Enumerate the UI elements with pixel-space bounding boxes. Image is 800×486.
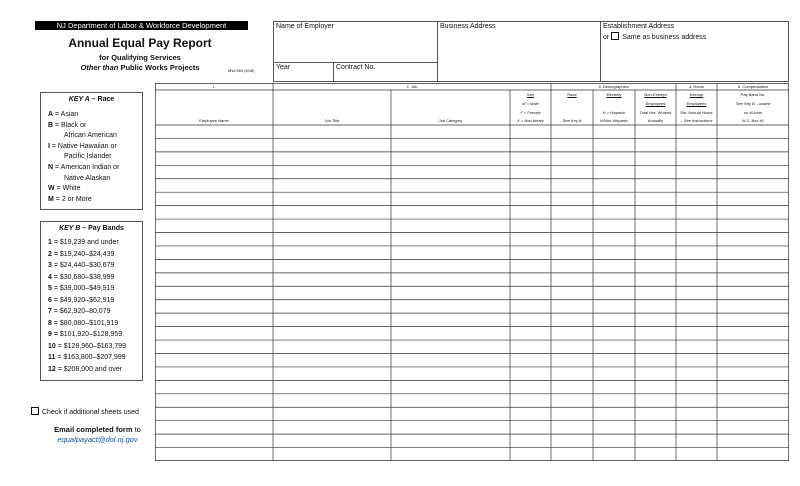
key-a-item — [48, 111, 78, 120]
column-header-mid1: Employees — [686, 101, 707, 106]
column-header-bottom: W-2, Box #1 — [742, 118, 764, 123]
key-b-code: 5 — [48, 285, 52, 292]
key-a-item — [64, 153, 111, 162]
key-b-title-rest: – Pay Bands — [80, 225, 124, 232]
key-a-text: Pacific Islander — [64, 153, 112, 161]
column-header-bottom: Annually — [647, 118, 664, 123]
column-header-bottom: Employee Name — [199, 118, 229, 123]
key-b-text: = $163,800–$207,999 — [55, 354, 126, 361]
key-b-item — [48, 331, 122, 340]
column-header-mid2: H = Hispanic — [602, 110, 626, 115]
column-header-bottom: Job Category — [438, 118, 463, 123]
column-header-mid1: Employees — [645, 101, 666, 106]
key-a-text: = Asian — [53, 111, 79, 118]
form-number: MW-563 (6/18) — [228, 68, 255, 73]
key-a-text: Native Alaskan — [64, 174, 111, 182]
key-a-item — [48, 185, 80, 194]
column-header-mid2: Est. Annual Hours — [680, 110, 713, 115]
key-b-text: = $49,920–$62,919 — [51, 296, 115, 304]
key-a-text: = American Indian or — [53, 164, 120, 171]
key-b-text: = $80,080–$101,919 — [51, 319, 119, 327]
key-a-item — [48, 164, 119, 173]
email-instruction-rest: to — [132, 425, 141, 434]
key-b-item — [48, 320, 118, 329]
key-b-code: 1 — [48, 239, 52, 246]
key-b-item — [48, 354, 126, 363]
group-demographics-header: 3. Demographics — [598, 84, 629, 89]
email-link[interactable]: equalpayact@dol.nj.gov — [57, 435, 138, 444]
key-b-code: 6 — [48, 296, 52, 304]
additional-sheets-label: Check if additional sheets used — [42, 409, 139, 416]
key-b-item — [48, 366, 122, 375]
column-header-mid1: See Key B – based — [735, 101, 771, 106]
key-b-text: = $19,240–$24,439 — [51, 250, 115, 258]
key-b-text: = $128,960–$163,799 — [55, 342, 127, 350]
key-b-text: = $62,920–80,079 — [51, 308, 111, 315]
key-b-code: 11 — [48, 354, 56, 361]
column-header-bottom: Job Title — [324, 118, 340, 123]
contract-number-label: Contract No. — [336, 64, 376, 71]
key-b-code: 4 — [48, 273, 52, 281]
subtitle-italic: Other than — [80, 63, 119, 72]
same-as-checkbox[interactable] — [611, 32, 619, 40]
key-b-title — [41, 225, 142, 232]
key-b-item — [48, 285, 114, 294]
same-as-row — [603, 32, 706, 41]
column-header-bottom: See Key A — [562, 118, 582, 123]
key-b-item — [48, 239, 119, 248]
contract-number-field[interactable] — [333, 62, 438, 82]
form-subtitle-1: for Qualifying Services — [99, 53, 181, 62]
key-b-code: 9 — [48, 331, 52, 338]
column-header-mid2: on W-form — [743, 110, 763, 115]
key-b-code: 10 — [48, 342, 56, 350]
key-b-code: 7 — [48, 308, 52, 315]
key-a-code: B — [48, 121, 54, 129]
column-header-top: Pay Band No. — [740, 92, 766, 97]
key-a-title-bold: KEY A — [68, 96, 90, 103]
table-lines — [155, 83, 789, 461]
agency-banner: NJ Department of Labor & Workforce Development — [35, 21, 248, 30]
key-a-item — [48, 122, 86, 131]
key-a-code: N — [48, 164, 54, 171]
form-subtitle-2 — [40, 63, 240, 72]
additional-sheets-checkbox[interactable] — [31, 407, 39, 415]
column-header-bottom: N/Non-Hispanic — [599, 118, 628, 123]
email-instruction — [35, 425, 160, 434]
column-header-top: Race — [567, 92, 577, 97]
same-as-label: Same as business address — [622, 34, 707, 41]
group-job-header: 2. Job — [406, 84, 418, 89]
key-b-code: 3 — [48, 262, 52, 269]
key-b-item — [48, 251, 114, 260]
subtitle-rest: Public Works Projects — [118, 63, 200, 72]
employer-name-field[interactable] — [273, 21, 438, 63]
key-b-title-bold: KEY B — [59, 225, 81, 232]
key-a-item — [64, 175, 110, 184]
column-header-top: Ethnicity — [606, 92, 622, 97]
key-b-text: = $101,920–$128,959 — [51, 331, 123, 338]
key-a-text: = 2 or More — [53, 195, 92, 203]
column-header-top: Exempt — [689, 92, 704, 97]
key-a-code: M — [48, 195, 54, 203]
column-header-bottom: – See Instructions — [680, 118, 713, 123]
establishment-address-field[interactable] — [600, 21, 789, 82]
column-header-top: Sex — [527, 92, 534, 97]
email-instruction-bold: Email completed form — [54, 425, 133, 434]
key-a-race — [40, 92, 143, 210]
group-compensation-header: 5. Compensation — [737, 84, 769, 89]
form-title: Annual Equal Pay Report — [68, 36, 212, 50]
key-b-text: = $39,000–$49,919 — [51, 285, 115, 292]
key-a-item — [64, 132, 117, 141]
group-employee-header: 1. — [212, 84, 216, 89]
employee-table — [155, 83, 789, 461]
key-a-text: African American — [64, 132, 117, 140]
key-a-code: W — [48, 185, 55, 193]
business-address-label: Business Address — [440, 23, 496, 30]
key-b-code: 2 — [48, 250, 52, 258]
key-b-item — [48, 274, 114, 283]
key-a-code: A — [48, 111, 54, 118]
or-label: or — [603, 34, 610, 41]
key-b-item — [48, 343, 126, 352]
key-a-item — [48, 196, 92, 205]
column-header-mid2: F = Female — [520, 110, 541, 115]
key-b-item — [48, 308, 111, 317]
key-b-item — [48, 262, 114, 271]
key-a-item — [48, 143, 117, 152]
key-b-pay-bands — [40, 221, 143, 381]
establishment-address-label: Establishment Address — [603, 23, 675, 30]
column-header-bottom: X = Non-binary — [517, 118, 544, 123]
column-header-mid2: Total Hrs. Worked — [639, 110, 672, 115]
additional-sheets-row — [31, 407, 139, 416]
key-a-title — [41, 96, 142, 103]
key-b-text: = $19,239 and under — [51, 239, 119, 246]
key-b-text: = $24,440–$30,679 — [51, 262, 115, 269]
key-a-text: = Black or — [53, 121, 87, 129]
key-b-code: 12 — [48, 365, 56, 373]
column-header-top: Non-Exempt — [644, 92, 667, 97]
year-label: Year — [276, 64, 291, 71]
column-header-mid1: M = Male — [522, 101, 539, 106]
business-address-field[interactable] — [437, 21, 601, 82]
key-b-code: 8 — [48, 319, 52, 327]
key-a-text: = White — [54, 185, 81, 193]
year-field[interactable] — [273, 62, 334, 82]
key-b-item — [48, 297, 114, 306]
key-b-text: = $30,680–$38,999 — [51, 273, 115, 281]
employer-name-label: Name of Employer — [276, 23, 334, 30]
key-a-text: = Native Hawaiian or — [49, 142, 117, 150]
key-a-title-rest: – Race — [89, 96, 115, 103]
group-hours-header: 4. Hours — [688, 84, 705, 89]
key-b-text: = $208,000 and over — [55, 365, 123, 373]
key-a-code: I — [48, 142, 50, 150]
